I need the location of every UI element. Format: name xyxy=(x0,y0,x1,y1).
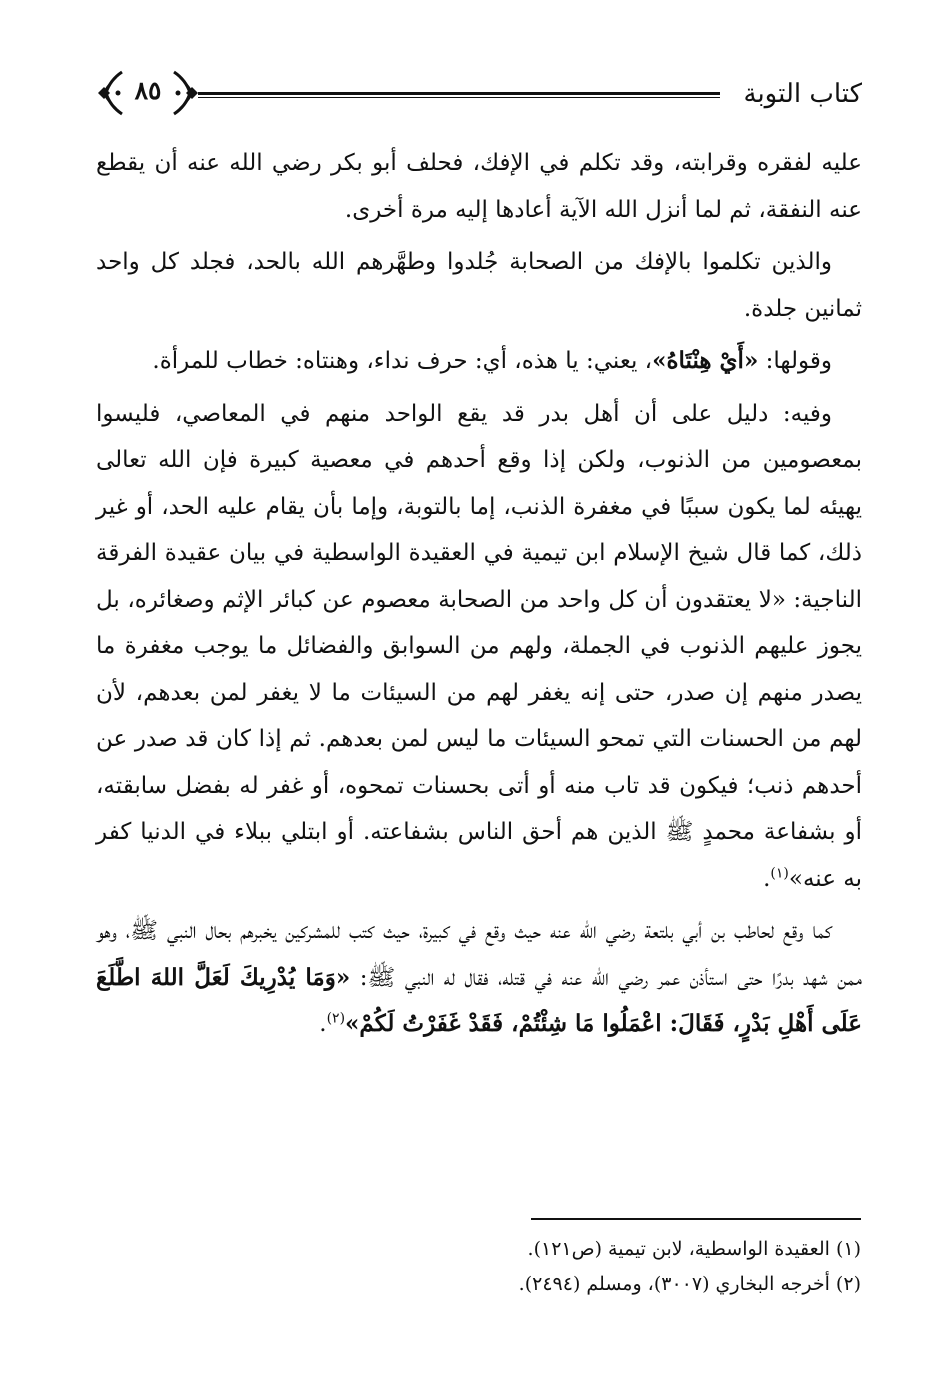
paragraph: وقولها: «أَيْ هِنْتَاهُ»، يعني: يا هذه، أي: حرف نداء، وهنتاه: خطاب للمرأة. xyxy=(152,347,832,374)
page-header xyxy=(96,66,862,120)
hadith-quote: «وَمَا يُدْرِيكَ لَعَلَّ اللهَ اطَّلَعَ عَلَى أَهْلِ بَدْرٍ، فَقَالَ: اعْمَلُوا مَا شِئْتُمْ، فَقَدْ غَفَرْتُ لَكُمْ» xyxy=(96,963,862,1037)
page-number: ٨٥ xyxy=(134,76,162,105)
paragraph: وفيه: دليل على أن أهل بدر قد يقع الواحد منهم في المعاصي، فليسوا بمعصومين من الذنوب، ولكن إذا وقع أحدهم في معصية كبيرة فإن الله تعالى يهيئه لما يكون سببًا في مغفرة الذنب، إما بالتوبة، وإما بأن يقام عليه الحد، أو غير ذلك، كما قال شيخ الإسلام ابن تيمية في العقيدة الواسطية في بيان عقيدة الفرقة الناجية: «لا يعتقدون أن كل واحد من الصحابة معصوم عن كبائر الإثم وصغائره، بل يجوز عليهم الذنوب في الجملة، ولهم من السوابق والفضائل ما يوجب مغفرة ما يصدر منهم إن صدر، حتى إنه يغفر لهم من السيئات ما لا يغفر لمن بعدهم، لأن لهم من الحسنات التي تمحو السيئات ما ليس لمن بعدهم. ثم إذا كان قد صدر عن أحدهم ذنب؛ فيكون قد تاب منه أو أتى بحسنات تمحوه، أو غفر له بفضل سابقته، أو بشفاعة محمدٍ ﷺ الذين هم أحق الناس بشفاعته. أو ابتلي ببلاء في الدنيا كفر به عنه»$^{(١)}$. xyxy=(96,400,862,892)
footnote-ref: (١) xyxy=(770,864,789,881)
paragraph: عليه لفقره وقرابته، وقد تكلم في الإفك، فحلف أبو بكر رضي الله عنه أن يقطع عنه النفقة، ثم لما أنزل الله الآية أعادها إليه مرة أخرى. xyxy=(96,150,862,223)
footnote-ref: (٢) xyxy=(326,1010,346,1027)
footnotes xyxy=(95,1232,861,1302)
footnote: (٢) أخرجه البخاري (٣٠٠٧)، ومسلم (٢٤٩٤). xyxy=(518,1273,861,1295)
page-number-ornament xyxy=(96,66,200,120)
quoted-phrase: «أَيْ هِنْتَاهُ» xyxy=(652,347,759,374)
paragraph: كما وقع لحاطب بن أبي بلتعة رضي الله عنه حيث وقع في كبيرة، حيث كتب للمشركين يخبرهم بحال النبي ﷺ، وهو ممن شهد بدرًا حتى استأذن عمر رضي الله عنه في قتله، فقال له النبي ﷺ: «وَمَا يُدْرِيكَ لَعَلَّ اللهَ اطَّلَعَ عَلَى أَهْلِ بَدْرٍ، فَقَالَ: اعْمَلُوا مَا شِئْتُمْ، فَقَدْ غَفَرْتُ لَكُمْ»$^{(٢)}$. xyxy=(96,918,862,1037)
paragraph: والذين تكلموا بالإفك من الصحابة جُلدوا وطهَّرهم الله بالحد، فجلد كل واحد ثمانين جلدة. xyxy=(96,249,862,322)
chapter-title: كتاب التوبة xyxy=(743,79,862,109)
footnote: (١) العقيدة الواسطية، لابن تيمية (ص١٢١). xyxy=(527,1238,861,1260)
footnote-separator xyxy=(531,1218,861,1220)
header-rule xyxy=(198,92,720,98)
main-text xyxy=(96,140,862,1054)
